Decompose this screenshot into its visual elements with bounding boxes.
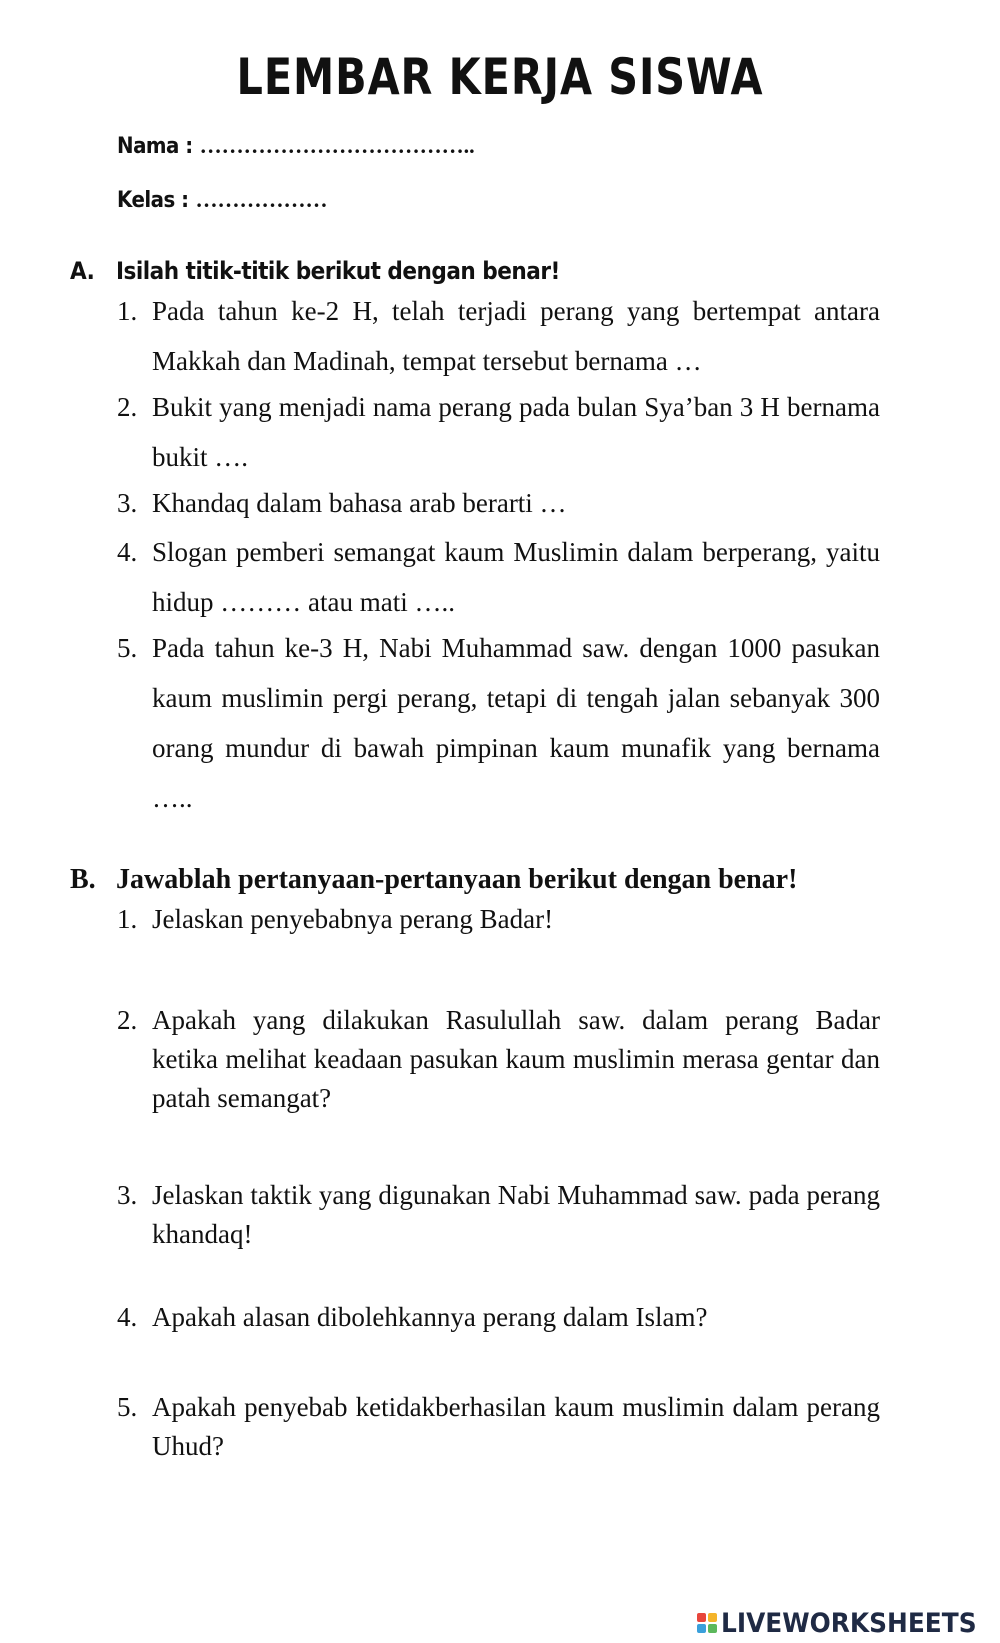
question-a-1 bbox=[117, 286, 880, 386]
question-b-2 bbox=[117, 1001, 880, 1118]
question-b-4 bbox=[117, 1298, 880, 1337]
question-b-1 bbox=[117, 900, 880, 939]
question-text: Pada tahun ke-2 H, telah terjadi perang yang bertempat antara Makkah dan Madinah, tempat tersebut bernama … bbox=[152, 296, 880, 376]
logo-square-blue bbox=[697, 1624, 706, 1633]
name-label: Nama : bbox=[117, 134, 193, 159]
logo-square-green bbox=[708, 1624, 717, 1633]
name-blank[interactable]: ……………………………….. bbox=[199, 133, 475, 158]
question-text: Slogan pemberi semangat kaum Muslimin dalam berperang, yaitu hidup ……… atau mati ….. bbox=[152, 537, 880, 617]
question-number: 1. bbox=[117, 904, 138, 934]
section-b-heading bbox=[70, 864, 797, 896]
class-blank[interactable]: ……………… bbox=[195, 187, 328, 212]
question-text: Bukit yang menjadi nama perang pada bulan Sya’ban 3 H bernama bukit …. bbox=[152, 392, 880, 472]
liveworksheets-logo-icon bbox=[697, 1613, 717, 1633]
section-b-title: Jawablah pertanyaan-pertanyaan berikut dengan benar! bbox=[116, 864, 798, 895]
liveworksheets-logo[interactable] bbox=[697, 1608, 999, 1638]
question-text: Pada tahun ke-3 H, Nabi Muhammad saw. dengan 1000 pasukan kaum muslimin pergi perang, tetapi di tengah jalan sebanyak 300 orang mundur di bawah pimpinan kaum munafik yang bernama ….. bbox=[152, 633, 880, 813]
question-number: 4. bbox=[117, 1302, 138, 1332]
question-a-2 bbox=[117, 382, 880, 482]
question-number: 5. bbox=[117, 633, 138, 663]
logo-square-red bbox=[697, 1613, 706, 1622]
question-b-3 bbox=[117, 1176, 880, 1254]
question-text: Jelaskan taktik yang digunakan Nabi Muhammad saw. pada perang khandaq! bbox=[152, 1180, 880, 1249]
liveworksheets-brand: LIVEWORKSHEETS bbox=[721, 1607, 977, 1639]
question-text: Apakah yang dilakukan Rasulullah saw. dalam perang Badar ketika melihat keadaan pasukan kaum muslimin merasa gentar dan patah semangat? bbox=[152, 1005, 880, 1113]
section-a-letter: A. bbox=[70, 257, 95, 285]
question-a-4 bbox=[117, 527, 880, 627]
question-number: 2. bbox=[117, 1005, 138, 1035]
name-line bbox=[117, 133, 475, 159]
question-number: 2. bbox=[117, 392, 138, 422]
question-a-3 bbox=[117, 478, 880, 528]
question-b-5 bbox=[117, 1388, 880, 1466]
question-text: Apakah alasan dibolehkannya perang dalam Islam? bbox=[152, 1302, 708, 1332]
question-number: 4. bbox=[117, 537, 138, 567]
section-a-heading bbox=[70, 257, 560, 285]
question-number: 3. bbox=[117, 488, 138, 518]
logo-square-yellow bbox=[708, 1613, 717, 1622]
section-a-title: Isilah titik-titik berikut dengan benar! bbox=[116, 257, 560, 285]
page-title: LEMBAR KERJA SISWA bbox=[236, 48, 764, 106]
question-a-5 bbox=[117, 623, 880, 823]
question-number: 5. bbox=[117, 1392, 138, 1422]
question-number: 1. bbox=[117, 296, 138, 326]
class-label: Kelas : bbox=[117, 188, 189, 213]
question-text: Jelaskan penyebabnya perang Badar! bbox=[152, 904, 554, 934]
question-number: 3. bbox=[117, 1180, 138, 1210]
question-text: Khandaq dalam bahasa arab berarti … bbox=[152, 488, 567, 518]
class-line bbox=[117, 187, 328, 213]
question-text: Apakah penyebab ketidakberhasilan kaum muslimin dalam perang Uhud? bbox=[152, 1392, 880, 1461]
section-b-letter: B. bbox=[70, 864, 96, 895]
